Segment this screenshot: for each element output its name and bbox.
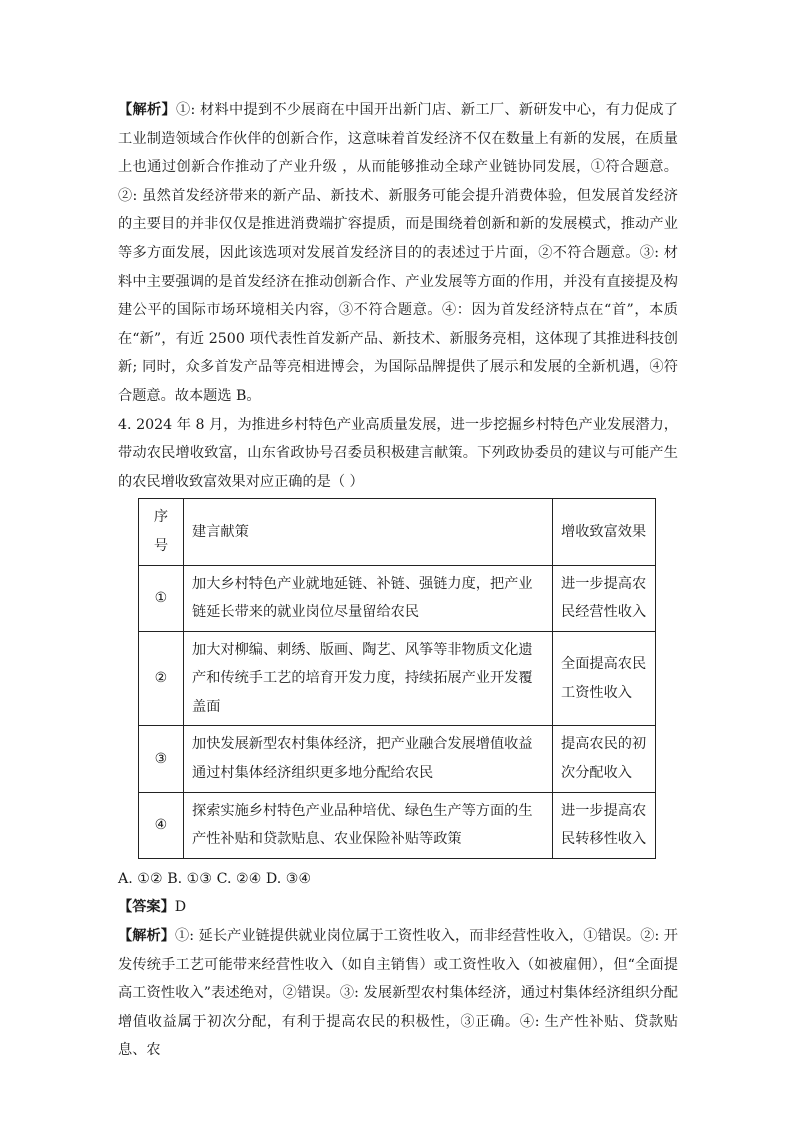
row-suggestion: 加大乡村特色产业就地延链、补链、强链力度，把产业链延长带来的就业岗位尽量留给农民 bbox=[184, 565, 553, 631]
table-row bbox=[139, 792, 656, 858]
answer-options: A. ①② B. ①③ C. ②④ D. ③④ bbox=[118, 870, 312, 887]
header-cell-effect: 增收致富效果 bbox=[553, 499, 656, 565]
analysis-tag: 【解析】 bbox=[118, 102, 176, 118]
answer-value: D bbox=[174, 899, 187, 916]
row-effect: 提高农民的初次分配收入 bbox=[553, 726, 656, 792]
row-suggestion: 加大对柳编、刺绣、版画、陶艺、风筝等非物质文化遗产和传统手工艺的培育开发力度，持续拓展产业开发覆盖面 bbox=[184, 631, 553, 726]
row-suggestion: 探索实施乡村特色产业品种培优、绿色生产等方面的生产性补贴和贷款贴息、农业保险补贴等政策 bbox=[184, 792, 553, 858]
table-row bbox=[139, 565, 656, 631]
question-stem: 4. 2024 年 8 月，为推进乡村特色产业高质量发展，进一步挖掘乡村特色产业发展潜力，带动农民增收致富，山东省政协号召委员积极建言献策。下列政协委员的建议与可能产生的农民增收致富效果对应正确的是（ ） bbox=[118, 416, 678, 490]
answer-tag: 【答案】 bbox=[118, 899, 175, 916]
row-suggestion: 加快发展新型农村集体经济，把产业融合发展增值收益通过村集体经济组织更多地分配给农民 bbox=[184, 726, 553, 792]
analysis-paragraph-prev bbox=[118, 96, 678, 411]
row-effect: 进一步提高农民经营性收入 bbox=[553, 565, 656, 631]
header-cell-number: 序号 bbox=[139, 499, 184, 565]
row-effect: 进一步提高农民转移性收入 bbox=[553, 792, 656, 858]
analysis-tag: 【解析】 bbox=[118, 928, 175, 945]
row-effect: 全面提高农民工资性收入 bbox=[553, 631, 656, 726]
row-number: ② bbox=[139, 631, 184, 726]
table-header-row bbox=[139, 499, 656, 565]
row-number: ③ bbox=[139, 726, 184, 792]
table-row bbox=[139, 726, 656, 792]
document-page bbox=[118, 96, 678, 1065]
analysis-text: ①: 延长产业链提供就业岗位属于工资性收入，而非经营性收入，①错误。②: 开发传统手工艺可能带来经营性收入（如自主销售）或工资性收入（如被雇佣），但“全面提高工资性收入”表述绝对，②错误。③: 发展新型农村集体经济，通过村集体经济组织分配增值收益属于初次分配，有利于提高农民的积极性，③正确。④: 生产性补贴、贷款贴息、农 bbox=[118, 928, 678, 1059]
analysis-paragraph bbox=[118, 922, 678, 1065]
question-table bbox=[138, 498, 656, 859]
analysis-text: ①: 材料中提到不少展商在中国开出新门店、新工厂、新研发中心，有力促成了工业制造领域合作伙伴的创新合作，这意味着首发经济不仅在数量上有新的发展，在质量上也通过创新合作推动了产业升级 ，从而能够推动全球产业链协同发展，①符合题意。 ②: 虽然首发经济带来的新产品、新技术、新服务可能会提升消费体验，但发展首发经济的主要目的并非仅仅是推进消费端扩容提质，而是围绕着创新和新的发展模式，推动产业等多方面发展，因此该选项对发展首发经济目的的表述过于片面，②不符合题意。③: 材料中主要强调的是首发经济在推动创新合作、产业发展等方面的作用，并没有直接提及构建公平的国际市场环境相关内容，③不符合题意。④：因为首发经济特点在“首”，本质在“新”，有近 2500 项代表性首发新产品、新技术、新服务亮相，这体现了其推进科技创新; 同时，众多首发产品等亮相进博会，为国际品牌提供了展示和发展的全新机遇，④符合题意。故本题选 B。 bbox=[118, 102, 678, 404]
header-cell-suggestion: 建言献策 bbox=[184, 499, 553, 565]
row-number: ① bbox=[139, 565, 184, 631]
answer-line bbox=[118, 893, 678, 922]
table-row bbox=[139, 631, 656, 726]
row-number: ④ bbox=[139, 792, 184, 858]
